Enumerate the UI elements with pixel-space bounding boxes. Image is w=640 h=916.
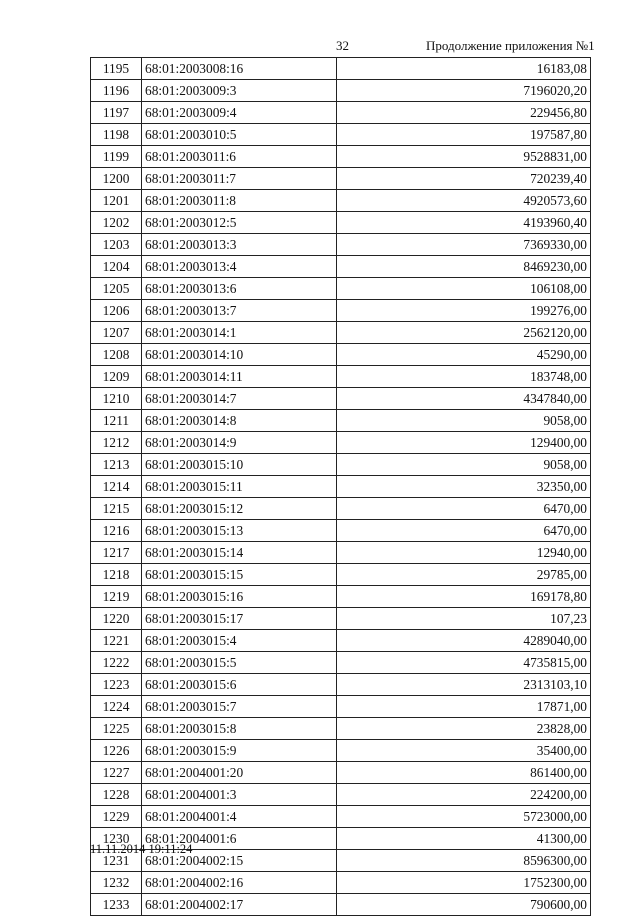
cadastral-value: 9528831,00 <box>337 146 591 168</box>
row-number: 1199 <box>91 146 142 168</box>
row-number: 1201 <box>91 190 142 212</box>
table-row <box>91 388 591 410</box>
cadastral-number: 68:01:2003013:7 <box>142 300 337 322</box>
table-row <box>91 124 591 146</box>
cadastral-value: 45290,00 <box>337 344 591 366</box>
cadastral-number: 68:01:2003011:7 <box>142 168 337 190</box>
table-row <box>91 344 591 366</box>
cadastral-number: 68:01:2003013:4 <box>142 256 337 278</box>
cadastral-value: 197587,80 <box>337 124 591 146</box>
cadastral-number: 68:01:2003015:16 <box>142 586 337 608</box>
row-number: 1218 <box>91 564 142 586</box>
table-row <box>91 630 591 652</box>
row-number: 1222 <box>91 652 142 674</box>
cadastral-value: 32350,00 <box>337 476 591 498</box>
row-number: 1197 <box>91 102 142 124</box>
table-row <box>91 520 591 542</box>
cadastral-number: 68:01:2003014:8 <box>142 410 337 432</box>
cadastral-number: 68:01:2004001:4 <box>142 806 337 828</box>
row-number: 1214 <box>91 476 142 498</box>
table-row <box>91 696 591 718</box>
row-number: 1224 <box>91 696 142 718</box>
row-number: 1208 <box>91 344 142 366</box>
cadastral-number: 68:01:2003015:10 <box>142 454 337 476</box>
cadastral-number: 68:01:2003015:17 <box>142 608 337 630</box>
table-row <box>91 762 591 784</box>
table-row <box>91 278 591 300</box>
cadastral-value: 9058,00 <box>337 410 591 432</box>
row-number: 1220 <box>91 608 142 630</box>
cadastral-value: 224200,00 <box>337 784 591 806</box>
table-row <box>91 146 591 168</box>
table-row <box>91 300 591 322</box>
row-number: 1213 <box>91 454 142 476</box>
cadastral-number: 68:01:2003013:3 <box>142 234 337 256</box>
table-row <box>91 410 591 432</box>
row-number: 1226 <box>91 740 142 762</box>
row-number: 1219 <box>91 586 142 608</box>
row-number: 1203 <box>91 234 142 256</box>
cadastral-value-table <box>90 57 591 916</box>
cadastral-value: 2313103,10 <box>337 674 591 696</box>
table-row <box>91 674 591 696</box>
cadastral-value: 8469230,00 <box>337 256 591 278</box>
row-number: 1215 <box>91 498 142 520</box>
cadastral-number: 68:01:2003010:5 <box>142 124 337 146</box>
table-row <box>91 564 591 586</box>
table-row <box>91 322 591 344</box>
cadastral-value: 4735815,00 <box>337 652 591 674</box>
row-number: 1225 <box>91 718 142 740</box>
cadastral-value: 7369330,00 <box>337 234 591 256</box>
row-number: 1228 <box>91 784 142 806</box>
cadastral-value: 4347840,00 <box>337 388 591 410</box>
row-number: 1205 <box>91 278 142 300</box>
cadastral-number: 68:01:2004002:15 <box>142 850 337 872</box>
row-number: 1227 <box>91 762 142 784</box>
cadastral-number: 68:01:2003015:15 <box>142 564 337 586</box>
row-number: 1233 <box>91 894 142 916</box>
cadastral-number: 68:01:2004001:20 <box>142 762 337 784</box>
cadastral-value: 4289040,00 <box>337 630 591 652</box>
cadastral-value: 169178,80 <box>337 586 591 608</box>
page-caption: Продолжение приложения №1 <box>426 38 595 53</box>
row-number: 1217 <box>91 542 142 564</box>
row-number: 1216 <box>91 520 142 542</box>
table-row <box>91 102 591 124</box>
table-row <box>91 190 591 212</box>
cadastral-number: 68:01:2003014:7 <box>142 388 337 410</box>
row-number: 1204 <box>91 256 142 278</box>
row-number: 1207 <box>91 322 142 344</box>
cadastral-number: 68:01:2003009:3 <box>142 80 337 102</box>
table-body <box>91 58 591 916</box>
row-number: 1223 <box>91 674 142 696</box>
cadastral-value: 720239,40 <box>337 168 591 190</box>
cadastral-number: 68:01:2003013:6 <box>142 278 337 300</box>
cadastral-value: 6470,00 <box>337 520 591 542</box>
cadastral-number: 68:01:2003015:8 <box>142 718 337 740</box>
row-number: 1202 <box>91 212 142 234</box>
table-row <box>91 256 591 278</box>
table-row <box>91 498 591 520</box>
table-row <box>91 454 591 476</box>
table-row <box>91 476 591 498</box>
cadastral-number: 68:01:2003014:1 <box>142 322 337 344</box>
cadastral-value: 12940,00 <box>337 542 591 564</box>
cadastral-number: 68:01:2004001:6 <box>142 828 337 850</box>
table-row <box>91 586 591 608</box>
table-row <box>91 740 591 762</box>
row-number: 1212 <box>91 432 142 454</box>
cadastral-value: 29785,00 <box>337 564 591 586</box>
cadastral-value: 790600,00 <box>337 894 591 916</box>
table-row <box>91 366 591 388</box>
cadastral-number: 68:01:2003012:5 <box>142 212 337 234</box>
cadastral-number: 68:01:2003011:6 <box>142 146 337 168</box>
row-number: 1206 <box>91 300 142 322</box>
cadastral-number: 68:01:2004002:16 <box>142 872 337 894</box>
row-number: 1209 <box>91 366 142 388</box>
row-number: 1210 <box>91 388 142 410</box>
cadastral-number: 68:01:2003008:16 <box>142 58 337 80</box>
table-row <box>91 80 591 102</box>
cadastral-number: 68:01:2003015:14 <box>142 542 337 564</box>
cadastral-value: 5723000,00 <box>337 806 591 828</box>
row-number: 1230 <box>91 828 142 850</box>
page-number: 32 <box>336 38 349 53</box>
cadastral-number: 68:01:2003015:13 <box>142 520 337 542</box>
cadastral-value: 106108,00 <box>337 278 591 300</box>
table-row <box>91 234 591 256</box>
cadastral-value: 183748,00 <box>337 366 591 388</box>
cadastral-number: 68:01:2003015:7 <box>142 696 337 718</box>
cadastral-value: 16183,08 <box>337 58 591 80</box>
table-row <box>91 168 591 190</box>
table-row <box>91 652 591 674</box>
cadastral-value: 1752300,00 <box>337 872 591 894</box>
cadastral-number: 68:01:2003015:6 <box>142 674 337 696</box>
cadastral-value: 23828,00 <box>337 718 591 740</box>
cadastral-number: 68:01:2003015:4 <box>142 630 337 652</box>
cadastral-number: 68:01:2003015:9 <box>142 740 337 762</box>
cadastral-value: 229456,80 <box>337 102 591 124</box>
table-row <box>91 212 591 234</box>
cadastral-value: 4193960,40 <box>337 212 591 234</box>
row-number: 1195 <box>91 58 142 80</box>
cadastral-number: 68:01:2003014:10 <box>142 344 337 366</box>
cadastral-number: 68:01:2003009:4 <box>142 102 337 124</box>
row-number: 1229 <box>91 806 142 828</box>
table-row <box>91 432 591 454</box>
footer-timestamp: 11.11.2014 19:11:24 <box>90 842 193 856</box>
row-number: 1211 <box>91 410 142 432</box>
table-row <box>91 784 591 806</box>
table-row <box>91 872 591 894</box>
cadastral-value: 129400,00 <box>337 432 591 454</box>
cadastral-value: 7196020,20 <box>337 80 591 102</box>
cadastral-number: 68:01:2003015:12 <box>142 498 337 520</box>
cadastral-number: 68:01:2003014:11 <box>142 366 337 388</box>
table-row <box>91 718 591 740</box>
row-number: 1200 <box>91 168 142 190</box>
row-number: 1196 <box>91 80 142 102</box>
row-number: 1221 <box>91 630 142 652</box>
row-number: 1231 <box>91 850 142 872</box>
row-number: 1198 <box>91 124 142 146</box>
table-row <box>91 608 591 630</box>
cadastral-value: 41300,00 <box>337 828 591 850</box>
table-row <box>91 542 591 564</box>
cadastral-value: 861400,00 <box>337 762 591 784</box>
cadastral-value: 17871,00 <box>337 696 591 718</box>
row-number: 1232 <box>91 872 142 894</box>
table-row <box>91 806 591 828</box>
cadastral-value: 107,23 <box>337 608 591 630</box>
table-row <box>91 58 591 80</box>
cadastral-value: 9058,00 <box>337 454 591 476</box>
cadastral-value: 2562120,00 <box>337 322 591 344</box>
cadastral-number: 68:01:2003014:9 <box>142 432 337 454</box>
cadastral-value: 199276,00 <box>337 300 591 322</box>
cadastral-value: 6470,00 <box>337 498 591 520</box>
cadastral-value: 4920573,60 <box>337 190 591 212</box>
cadastral-value: 35400,00 <box>337 740 591 762</box>
cadastral-value: 8596300,00 <box>337 850 591 872</box>
cadastral-number: 68:01:2003011:8 <box>142 190 337 212</box>
cadastral-number: 68:01:2004001:3 <box>142 784 337 806</box>
cadastral-number: 68:01:2004002:17 <box>142 894 337 916</box>
cadastral-number: 68:01:2003015:5 <box>142 652 337 674</box>
cadastral-number: 68:01:2003015:11 <box>142 476 337 498</box>
